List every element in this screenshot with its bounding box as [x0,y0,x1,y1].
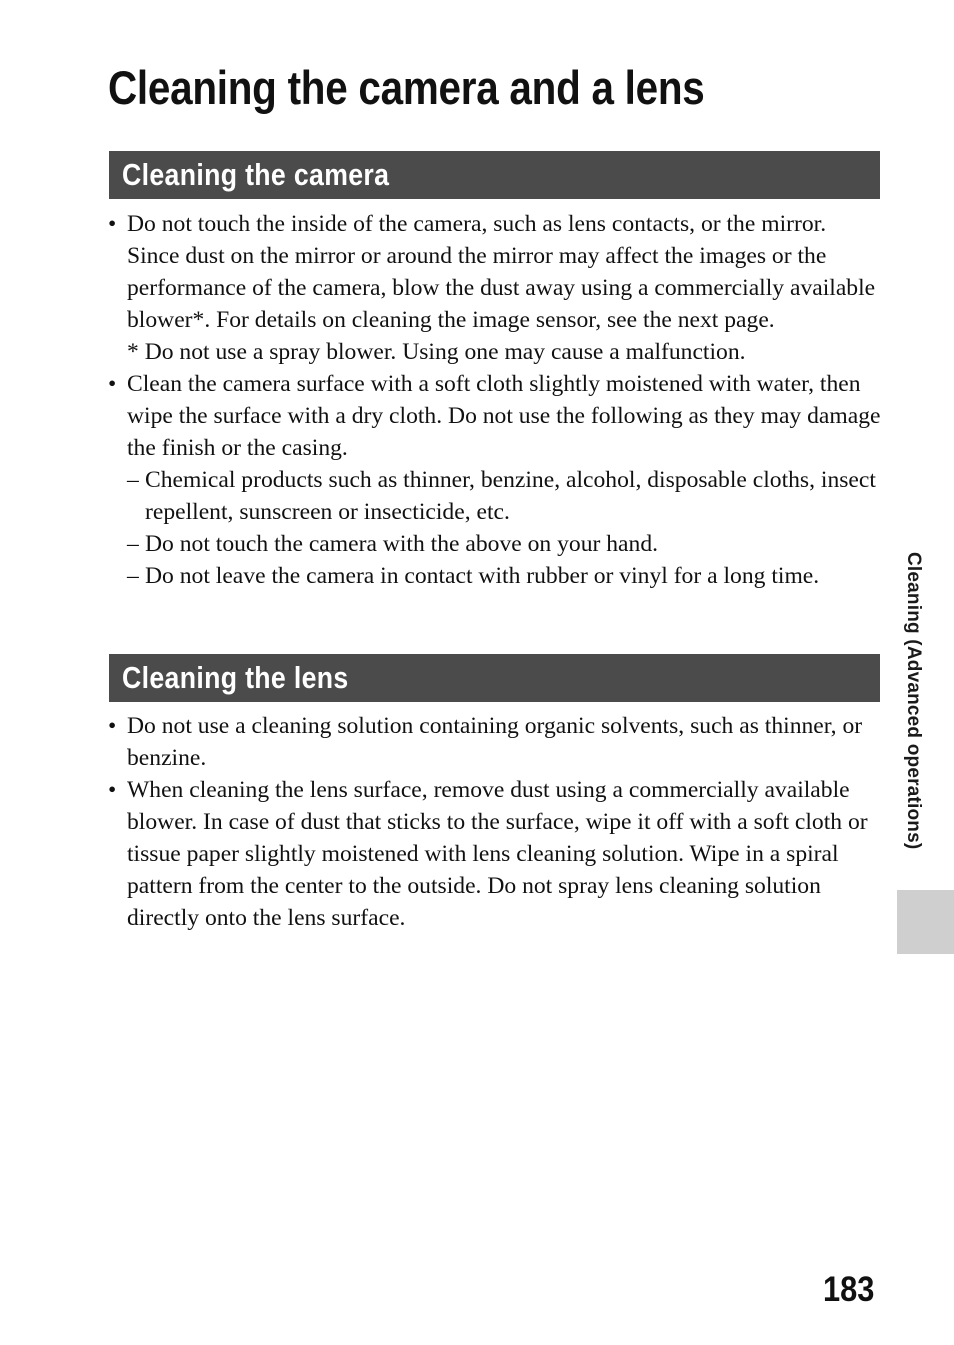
dash-marker: – [127,531,139,557]
sub-list-item [108,464,883,528]
list-item-text: Clean the camera surface with a soft cloth slightly moistened with water, then wipe the surface with a dry cloth. Do not use the following as they may damage the finish or the casing. [127,371,881,461]
sub-list-item-text: Do not leave the camera in contact with rubber or vinyl for a long time. [145,563,820,589]
section-heading-cleaning-camera [109,151,880,199]
page-number: 183 [823,1270,875,1309]
section-heading-cleaning-lens [109,654,880,702]
footnote: * Do not use a spray blower. Using one may cause a malfunction. [127,339,746,365]
list-item [108,710,883,774]
bullet-marker: • [108,777,117,803]
list-item-text: When cleaning the lens surface, remove dust using a commercially available blower. In case of dust that sticks to the surface, wipe it off with a soft cloth or tissue paper slightly moistened with lens cleaning solution. Wipe in a spiral pattern from the center to the outside. Do not spray lens cleaning solution directly onto the lens surface. [127,777,868,931]
list-item [108,774,883,934]
section-heading-label: Cleaning the lens [122,660,349,695]
bullet-marker: • [108,371,117,397]
bullet-marker: • [108,713,117,739]
sub-list-item [108,528,883,560]
bullet-marker: • [108,211,117,237]
dash-marker: – [127,563,139,589]
camera-cleaning-list [108,208,883,592]
page-title: Cleaning the camera and a lens [108,61,705,114]
list-item [108,208,883,368]
chapter-side-label-text: Cleaning (Advanced operations) [903,552,924,850]
dash-marker: – [127,467,139,493]
list-item-text: Do not use a cleaning solution containing organic solvents, such as thinner, or benzine. [127,713,863,771]
chapter-side-label [896,552,928,872]
sub-list-item [108,560,883,592]
sub-list-item-text: Do not touch the camera with the above on your hand. [145,531,659,557]
sub-list-item-text: Chemical products such as thinner, benzine, alcohol, disposable cloths, insect repellent, sunscreen or insecticide, etc. [145,467,876,525]
section-heading-label: Cleaning the camera [122,157,390,192]
list-item [108,368,883,464]
list-item-text: Do not touch the inside of the camera, such as lens contacts, or the mirror. Since dust on the mirror or around the mirror may affect the images or the performance of the camera, blow the dust away using a commercially available blower*. For details on cleaning the image sensor, see the next page. [127,211,876,333]
chapter-tab-marker [897,890,954,954]
lens-cleaning-list [108,710,883,934]
